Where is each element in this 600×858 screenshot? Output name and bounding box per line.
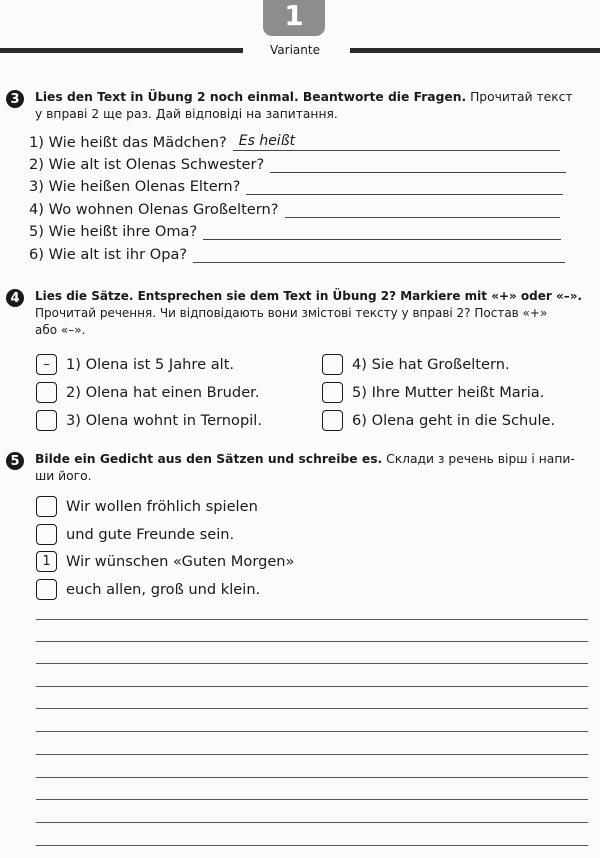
writing-line[interactable] <box>36 822 588 823</box>
poem-line-4-text: euch allen, groß und klein. <box>66 581 261 598</box>
statement-4-checkbox[interactable] <box>322 354 343 375</box>
statement-2-text: 2) Olena hat einen Bruder. <box>66 384 260 401</box>
exercise-5-title-ua-2: ши його. <box>35 469 92 483</box>
statement-2 <box>36 382 259 403</box>
exercise-3-title-ua-2: у вправі 2 ще раз. Дай відповіді на запитання. <box>35 107 338 121</box>
answer-1-handwritten: Es heißt <box>238 133 296 149</box>
answer-line-3[interactable] <box>246 179 563 195</box>
question-3-text: 3) Wie heißen Olenas Eltern? <box>29 178 241 195</box>
poem-line-1 <box>36 496 258 517</box>
variant-label: Variante <box>270 43 320 57</box>
poem-line-3 <box>36 551 294 572</box>
poem-line-3-box[interactable]: 1 <box>36 551 57 572</box>
poem-line-4-box[interactable] <box>36 579 57 600</box>
exercise-5-instructions <box>35 451 596 485</box>
statement-1 <box>36 354 234 375</box>
statement-4 <box>322 354 510 375</box>
header-rule-left <box>0 48 243 53</box>
statement-3 <box>36 410 262 431</box>
poem-line-2-box[interactable] <box>36 524 57 545</box>
answer-line-2[interactable] <box>270 157 566 173</box>
exercise-3-instructions <box>35 89 596 123</box>
statement-1-checkbox[interactable]: – <box>36 354 57 375</box>
writing-line[interactable] <box>36 845 588 846</box>
statement-1-text: 1) Olena ist 5 Jahre alt. <box>66 356 235 373</box>
exercise-4-number: 4 <box>6 289 24 307</box>
statement-6-text: 6) Olena geht in die Schule. <box>352 412 556 429</box>
exercise-4 <box>6 288 596 339</box>
exercise-4-title-de: Lies die Sätze. Entsprechen sie dem Text in Übung 2? Markiere mit «+» oder «–». <box>35 289 583 303</box>
question-4-text: 4) Wo wohnen Olenas Großeltern? <box>29 201 279 218</box>
question-6 <box>29 246 565 263</box>
poem-line-4 <box>36 579 260 600</box>
question-2-text: 2) Wie alt ist Olenas Schwester? <box>29 156 265 173</box>
poem-line-3-text: Wir wünschen «Guten Morgen» <box>66 553 295 570</box>
writing-line[interactable] <box>36 777 588 778</box>
question-5-text: 5) Wie heißt ihre Oma? <box>29 223 198 240</box>
header-rule-right <box>350 48 600 53</box>
poem-line-2-text: und gute Freunde sein. <box>66 526 235 543</box>
question-5 <box>29 223 561 240</box>
exercise-3-title-ua-1: Прочитай текст <box>470 90 573 104</box>
poem-line-2 <box>36 524 234 545</box>
writing-line[interactable] <box>36 799 588 800</box>
statement-2-checkbox[interactable] <box>36 382 57 403</box>
writing-line[interactable] <box>36 641 588 642</box>
exercise-3-number: 3 <box>6 90 24 108</box>
question-2 <box>29 156 566 173</box>
question-1-text: 1) Wie heißt das Mädchen? <box>29 134 227 151</box>
question-1 <box>29 134 560 151</box>
writing-line[interactable] <box>36 619 588 620</box>
exercise-4-title-ua-1: Прочитай речення. Чи відповідають вони змістові тексту у вправі 2? Постав «+» <box>35 306 548 320</box>
exercise-5-number: 5 <box>6 452 24 470</box>
exercise-5 <box>6 451 596 485</box>
question-3 <box>29 178 563 195</box>
statement-3-text: 3) Olena wohnt in Ternopil. <box>66 412 262 429</box>
exercise-5-title-ua-1: Склади з речень вірш і напи- <box>386 452 575 466</box>
statement-5-checkbox[interactable] <box>322 382 343 403</box>
statement-5 <box>322 382 544 403</box>
poem-line-1-text: Wir wollen fröhlich spielen <box>66 498 258 515</box>
answer-line-6[interactable] <box>193 247 565 263</box>
statement-5-text: 5) Ihre Mutter heißt Maria. <box>352 384 545 401</box>
statement-3-checkbox[interactable] <box>36 410 57 431</box>
exercise-4-title-ua-2: або «–». <box>35 323 86 337</box>
writing-line[interactable] <box>36 708 588 709</box>
writing-line[interactable] <box>36 754 588 755</box>
statement-6 <box>322 410 555 431</box>
answer-line-5[interactable] <box>203 224 561 240</box>
statement-4-text: 4) Sie hat Großeltern. <box>352 356 510 373</box>
exercise-5-title-de: Bilde ein Gedicht aus den Sätzen und schreibe es. <box>35 452 383 466</box>
writing-line[interactable] <box>36 663 588 664</box>
writing-line[interactable] <box>36 686 588 687</box>
exercise-3 <box>6 89 596 123</box>
variant-number: 1 <box>284 0 304 32</box>
writing-line[interactable] <box>36 731 588 732</box>
exercise-4-instructions <box>35 288 596 339</box>
answer-line-4[interactable] <box>285 202 560 218</box>
variant-number-tab <box>263 0 325 36</box>
question-6-text: 6) Wie alt ist ihr Opa? <box>29 246 188 263</box>
statement-6-checkbox[interactable] <box>322 410 343 431</box>
exercise-3-title-de: Lies den Text in Übung 2 noch einmal. Beantworte die Fragen. <box>35 90 467 104</box>
answer-line-1[interactable] <box>233 135 560 151</box>
poem-line-1-box[interactable] <box>36 496 57 517</box>
question-4 <box>29 201 560 218</box>
